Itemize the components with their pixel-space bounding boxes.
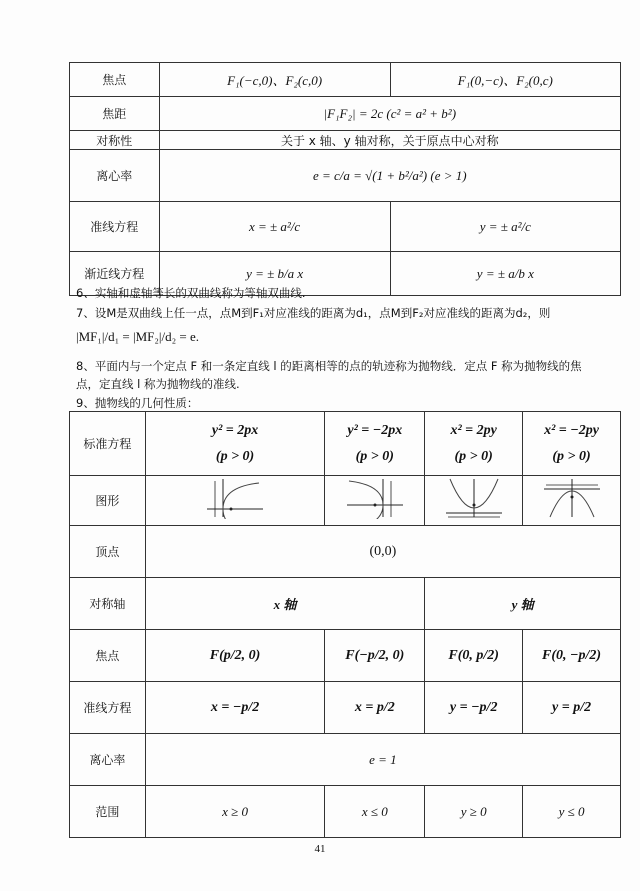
focus-y-axis: F₁(0,−c)、F₂(0,c) — [390, 63, 620, 97]
table-row — [70, 526, 621, 578]
standard-equation-1 — [145, 412, 325, 476]
row-label: 标准方程 — [70, 412, 146, 476]
row-label: 对称轴 — [70, 578, 146, 630]
range-3: y ≥ 0 — [425, 786, 523, 838]
asymptote-y-axis: y = ± a/b x — [390, 252, 620, 296]
row-label: 图形 — [70, 476, 146, 526]
table-row — [70, 476, 621, 526]
parabola-properties-table — [69, 411, 621, 838]
condition-text: (p > 0) — [552, 448, 591, 464]
row-label: 范围 — [70, 786, 146, 838]
graph-cell-4 — [523, 476, 621, 526]
paragraph-6: 6、实轴和虚轴等长的双曲线称为等轴双曲线. — [76, 286, 306, 300]
paragraph-8-line-2: 点，定直线 l 称为抛物线的准线. — [76, 377, 240, 391]
focus-2: F(−p/2, 0) — [325, 630, 425, 682]
directrix-y-axis: y = ± a²/c — [390, 202, 620, 252]
equation-text: x² = 2py — [450, 422, 497, 438]
equation-text: y² = −2px — [347, 422, 403, 438]
row-label: 焦点 — [70, 630, 146, 682]
range-2: x ≤ 0 — [325, 786, 425, 838]
standard-equation-2 — [325, 412, 425, 476]
paragraph-9-heading: 9、抛物线的几何性质： — [76, 396, 199, 410]
row-label: 离心率 — [70, 734, 146, 786]
table-row — [70, 630, 621, 682]
directrix-x-axis: x = ± a²/c — [159, 202, 390, 252]
hyperbola-properties-table — [69, 62, 621, 296]
standard-equation-3 — [425, 412, 523, 476]
parabola-left-graph — [345, 477, 405, 519]
row-label: 对称性 — [70, 131, 160, 150]
table-row — [70, 412, 621, 476]
range-4: y ≤ 0 — [523, 786, 621, 838]
vertex: (0,0) — [145, 526, 620, 578]
row-label: 离心率 — [70, 150, 160, 202]
table-row — [70, 63, 621, 97]
axis-x: x 轴 — [145, 578, 424, 630]
table-row — [70, 97, 621, 131]
focal-distance: |F₁F₂| = 2c (c² = a² + b²) — [159, 97, 620, 131]
row-label: 焦点 — [70, 63, 160, 97]
eccentricity: e = 1 — [145, 734, 620, 786]
table-row — [70, 578, 621, 630]
row-label: 准线方程 — [70, 682, 146, 734]
axis-y: y 轴 — [425, 578, 621, 630]
table-row — [70, 786, 621, 838]
eccentricity: e = c/a = √(1 + b²/a²) (e > 1) — [159, 150, 620, 202]
table-row — [70, 150, 621, 202]
directrix-1: x = −p/2 — [145, 682, 325, 734]
condition-text: (p > 0) — [355, 448, 394, 464]
symmetry: 关于 x 轴、y 轴对称，关于原点中心对称 — [159, 131, 620, 150]
parabola-up-graph — [444, 477, 504, 519]
parabola-right-graph — [205, 477, 265, 519]
asymptote-x-axis: y = ± b/a x — [159, 252, 390, 296]
focus-x-axis: F₁(−c,0)、F₂(c,0) — [159, 63, 390, 97]
directrix-4: y = p/2 — [523, 682, 621, 734]
condition-text: (p > 0) — [454, 448, 493, 464]
focus-1: F(p/2, 0) — [145, 630, 325, 682]
table-row — [70, 682, 621, 734]
directrix-3: y = −p/2 — [425, 682, 523, 734]
condition-text: (p > 0) — [215, 448, 255, 464]
equation-text: y² = 2px — [211, 422, 259, 438]
table-row — [70, 734, 621, 786]
paragraph-7: 7、设M是双曲线上任一点，点M到F₁对应准线的距离为d₁，点M到F₂对应准线的距离为d₂，则 — [76, 306, 551, 320]
row-label: 准线方程 — [70, 202, 160, 252]
table-row — [70, 131, 621, 150]
paragraph-8-line-1: 8、平面内与一个定点 F 和一条定直线 l 的距离相等的点的轨迹称为抛物线．定点 F 称为抛物线的焦 — [76, 359, 582, 373]
equation-text: x² = −2py — [544, 422, 599, 438]
parabola-down-graph — [542, 477, 602, 519]
focus-4: F(0, −p/2) — [523, 630, 621, 682]
focus-3: F(0, p/2) — [425, 630, 523, 682]
range-1: x ≥ 0 — [145, 786, 325, 838]
graph-cell-3 — [425, 476, 523, 526]
directrix-2: x = p/2 — [325, 682, 425, 734]
page-number: 41 — [314, 843, 326, 855]
row-label: 焦距 — [70, 97, 160, 131]
row-label: 渐近线方程 — [70, 252, 160, 296]
graph-cell-2 — [325, 476, 425, 526]
standard-equation-4 — [523, 412, 621, 476]
graph-cell-1 — [145, 476, 325, 526]
table-row — [70, 202, 621, 252]
paragraph-7-formula: |MF₁|/d₁ = |MF₂|/d₂ = e. — [76, 329, 200, 344]
row-label: 顶点 — [70, 526, 146, 578]
